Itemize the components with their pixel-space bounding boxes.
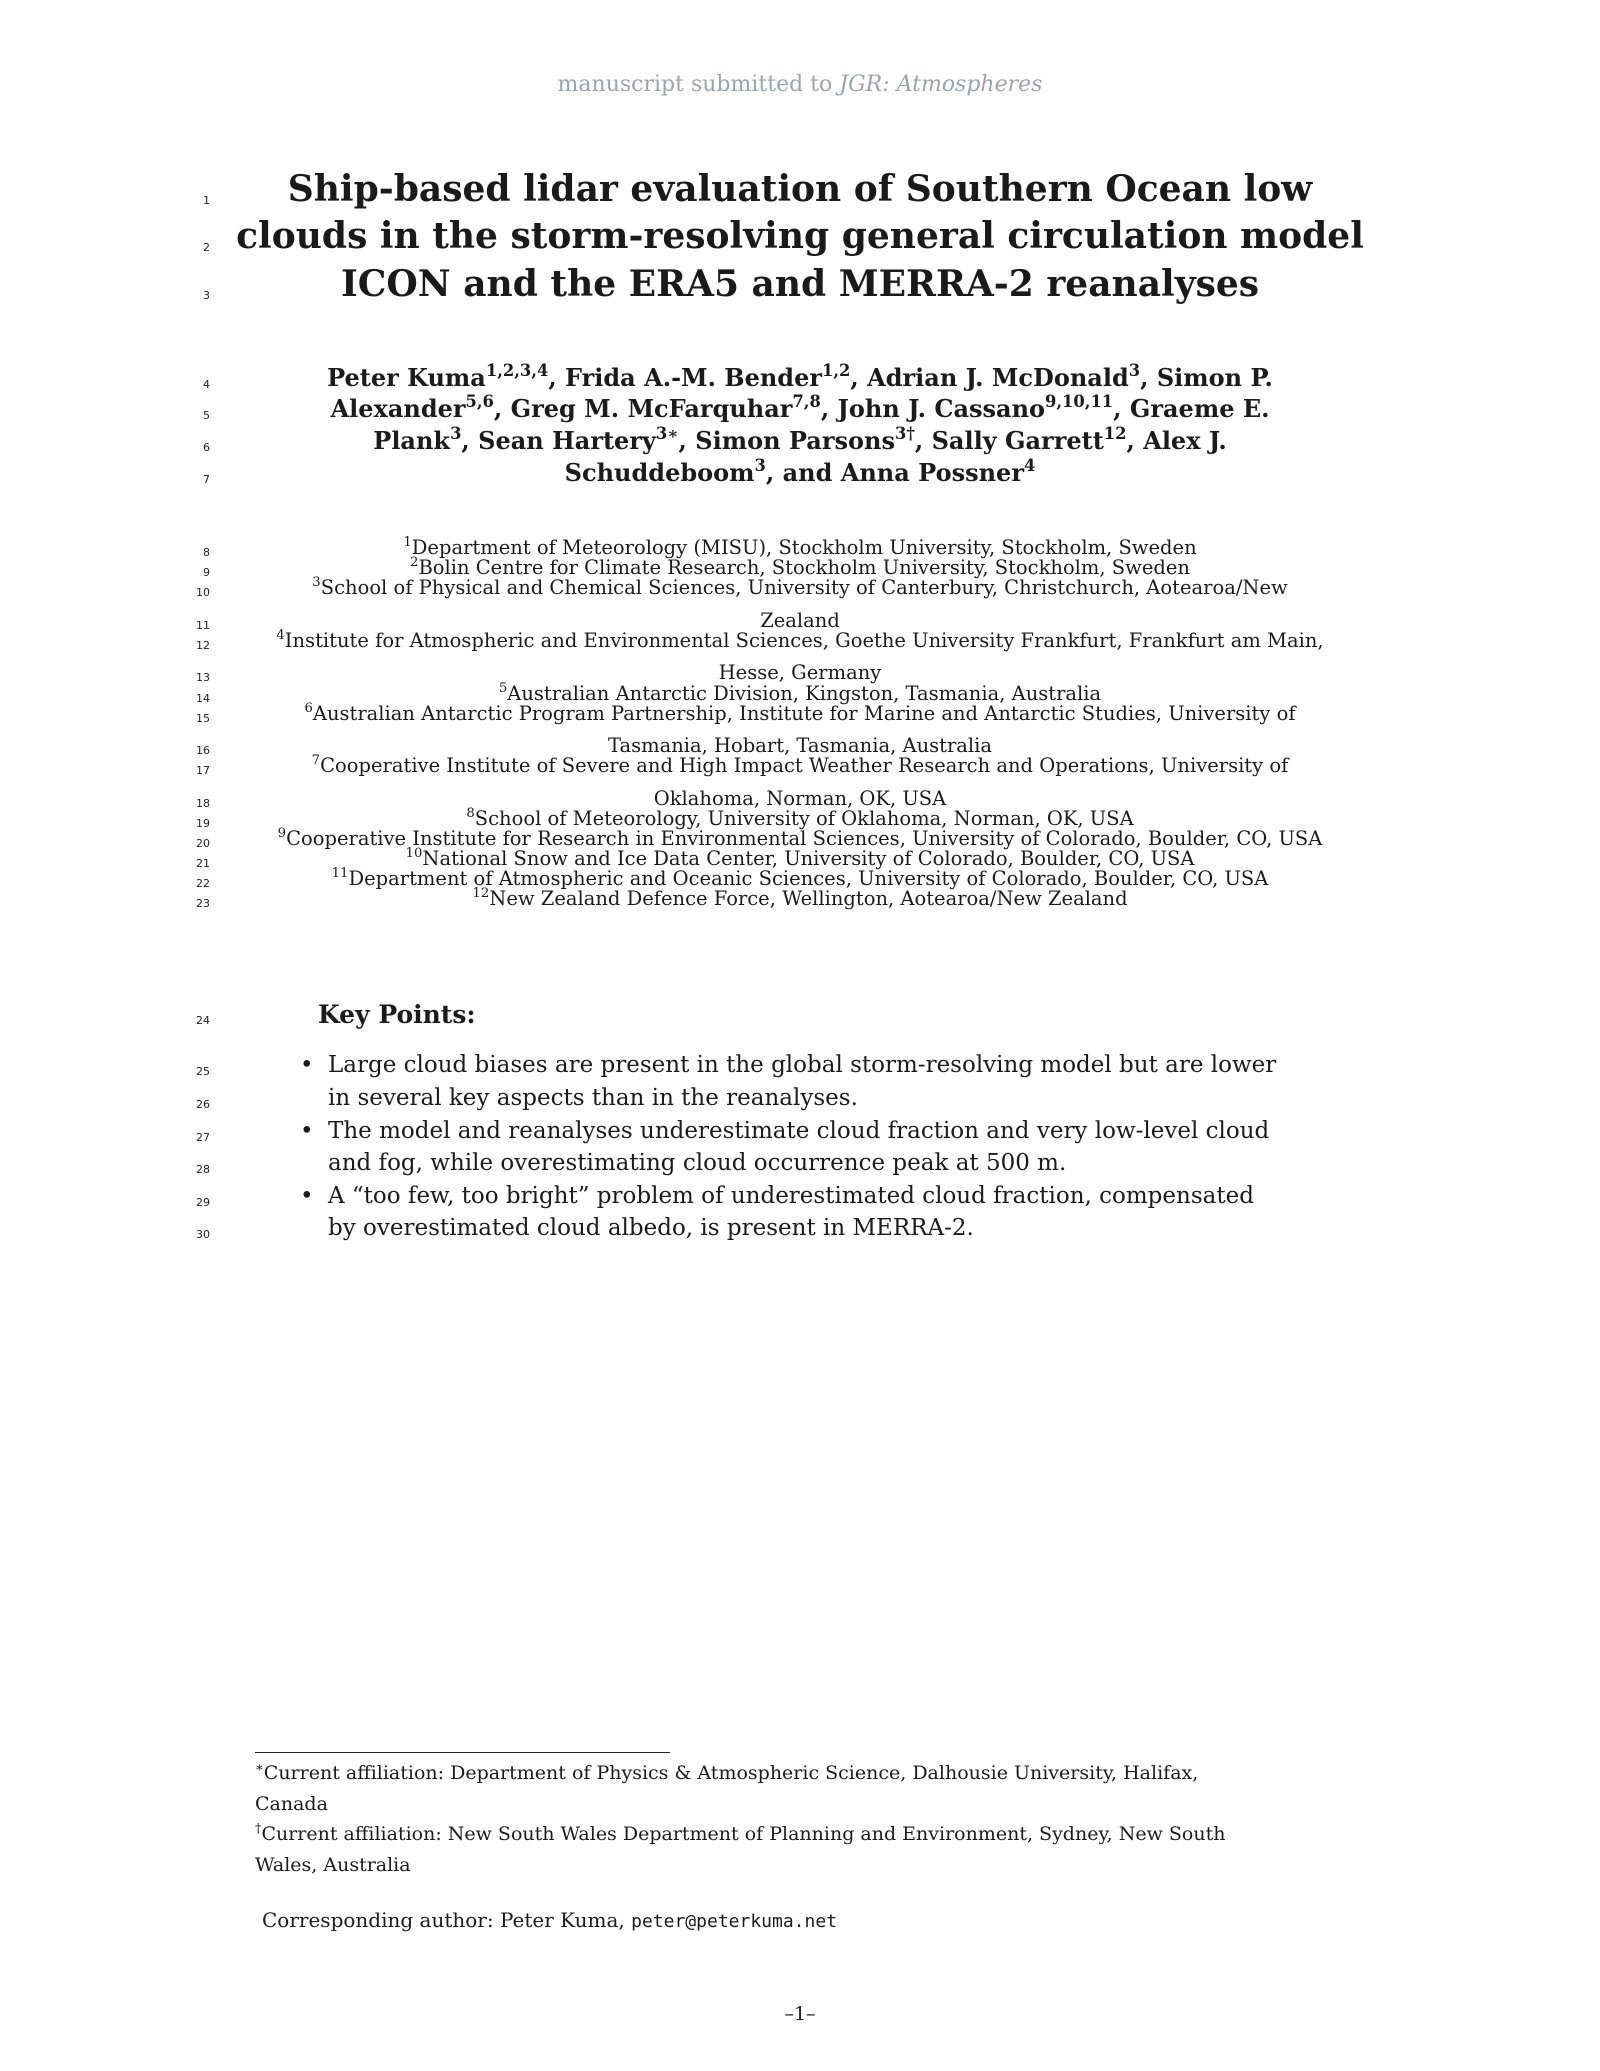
affiliation-line [0,576,1600,599]
affiliation-text: Australian Antarctic Division, Kingston, Tasmania, Australia [507,682,1102,705]
line-number: 13 [196,671,210,684]
footnote-text: Current affiliation: Department of Physics & Atmospheric Science, Dalhousie University, Halifax, [263,1762,1199,1784]
author-affil-sup: 3∗ [655,424,679,444]
author: Schuddeboom [564,458,755,487]
key-point-line: Large cloud biases are present in the global storm-resolving model but are lower [328,1052,1277,1078]
affiliation-sup: 5 [498,681,508,697]
author: , Simon Parsons [678,426,895,455]
author: Peter Kuma [327,363,486,392]
line-number: 23 [196,897,210,910]
line-number: 25 [196,1065,210,1078]
author-affil-sup: 3 [1128,361,1141,381]
line-number: 7 [203,473,210,486]
line-number: 14 [196,692,210,705]
line-number: 24 [196,1014,210,1027]
bullet-icon: • [300,1118,314,1144]
title-line: Ship-based lidar evaluation of Southern Ocean low [287,168,1313,210]
title-line: clouds in the storm-resolving general circulation model [236,215,1364,257]
line-number: 11 [196,619,210,632]
line-number: 15 [196,712,210,725]
author: , John J. Cassano [820,394,1046,423]
affiliation-sup: 10 [405,846,423,862]
key-point-line: The model and reanalyses underestimate cloud fraction and very low-level cloud [328,1118,1270,1144]
affiliation-text: Cooperative Institute of Severe and High Impact Weather Research and Operations, University of [320,754,1289,777]
line-number: 20 [196,837,210,850]
affiliation-text: Zealand [760,609,840,632]
author-affil-sup: 3 [450,424,462,444]
bullet-icon: • [300,1052,314,1078]
line-number: 18 [196,797,210,810]
author-affil-sup: 9,10,11 [1045,392,1114,412]
line-number: 5 [203,409,210,422]
affiliation-line [0,661,1600,684]
line-number: 21 [196,857,210,870]
author-line [0,458,1600,487]
key-point-line: and fog, while overestimating cloud occurrence peak at 500 m. [328,1150,1067,1176]
footnote-line [255,1823,1225,1845]
author: , Adrian J. McDonald [850,363,1129,392]
line-number: 1 [203,194,210,207]
affiliation-text: School of Physical and Chemical Sciences, University of Canterbury, Christchurch, Aotearoa/New [320,576,1288,599]
line-number: 22 [196,877,210,890]
line-number: 12 [196,639,210,652]
affiliation-text: Tasmania, Hobart, Tasmania, Australia [607,734,993,757]
affiliation-line [0,754,1600,777]
line-number: 8 [203,546,210,559]
line-number: 6 [203,441,210,454]
author-affil-sup: 1,2 [822,361,851,381]
affiliation-sup: 4 [276,628,285,644]
affiliation-text: National Snow and Ice Data Center, University of Colorado, Boulder, CO, USA [422,847,1195,870]
line-number: 27 [196,1131,210,1144]
title-line: ICON and the ERA5 and MERRA-2 reanalyses [340,263,1260,305]
footnote-rule [255,1752,670,1753]
line-number: 28 [196,1163,210,1176]
footnote-line: Wales, Australia [255,1854,411,1876]
line-number: 30 [196,1228,210,1241]
line-number: 10 [196,586,210,599]
author: , Greg M. McFarquhar [493,394,793,423]
affiliation-text: Bolin Centre for Climate Research, Stockholm University, Stockholm, Sweden [418,556,1190,579]
line-number: 4 [203,378,210,391]
running-header [0,72,1600,97]
line-number: 29 [196,1196,210,1209]
author-affil-sup: 12 [1103,424,1127,444]
author: , Sean Hartery [461,426,656,455]
author-line [0,426,1600,455]
line-number: 16 [196,744,210,757]
line-number: 26 [196,1098,210,1111]
author-affil-sup: 7,8 [792,392,821,412]
affiliation-text: Institute for Atmospheric and Environmental Sciences, Goethe University Frankfurt, Frankfurt am Main, [284,629,1324,652]
affiliation-text: Australian Antarctic Program Partnership, Institute for Marine and Antarctic Studies, University of [312,702,1296,725]
author: , and Anna Possner [765,458,1024,487]
affiliation-sup: 3 [312,575,321,591]
author: , Simon P. [1140,363,1273,392]
corresponding-label: Corresponding author: Peter Kuma, [262,1908,625,1932]
author: Alexander [330,394,466,423]
author: , Graeme E. [1113,394,1270,423]
corresponding-author [262,1908,837,1932]
author: Plank [373,426,451,455]
corresponding-email[interactable]: peter@peterkuma.net [631,1911,838,1932]
affiliation-sup: 12 [472,886,490,902]
header-prefix: manuscript submitted to [557,72,833,97]
author-line [0,394,1600,423]
affiliation-text: New Zealand Defence Force, Wellington, Aotearoa/New Zealand [489,887,1128,910]
affiliation-text: Cooperative Institute for Research in Environmental Sciences, University of Colorado, Boulder, CO, USA [286,827,1323,850]
line-number: 17 [196,764,210,777]
affiliation-sup: 9 [277,826,287,842]
author-affil-sup: 3† [894,424,915,444]
key-points-heading: Key Points: [318,1000,476,1029]
affiliation-sup: 7 [311,753,321,769]
author-line [0,363,1600,392]
author-affil-sup: 1,2,3,4 [485,361,549,381]
line-number: 3 [203,289,210,302]
affiliation-line [0,702,1600,725]
footnote-line: Canada [255,1793,328,1815]
key-point-line: A “too few, too bright” problem of underestimated cloud fraction, compensated [328,1183,1254,1209]
author-affil-sup: 5,6 [465,392,494,412]
author-affil-sup: 4 [1023,456,1036,476]
footnote-mark: † [255,1821,262,1837]
author: , Sally Garrett [914,426,1104,455]
footnote-line [255,1762,1198,1784]
key-point-line: by overestimated cloud albedo, is present in MERRA-2. [328,1215,974,1241]
affiliation-text: Hesse, Germany [718,661,882,684]
line-number: 9 [203,566,210,579]
affiliation-text: Department of Atmospheric and Oceanic Sciences, University of Colorado, Boulder, CO, USA [348,867,1269,890]
page-number: –1– [784,2003,816,2025]
header-journal: JGR: Atmospheres [839,72,1043,97]
affiliation-sup: 11 [331,866,349,882]
affiliation-sup: 1 [403,535,412,551]
affiliation-text: Oklahoma, Norman, OK, USA [653,787,947,810]
affiliation-line [0,887,1600,910]
affiliation-sup: 8 [466,806,475,822]
author: , Frida A.-M. Bender [548,363,823,392]
affiliation-line [0,629,1600,652]
affiliation-text: Department of Meteorology (MISU), Stockholm University, Stockholm, Sweden [411,536,1197,559]
bullet-icon: • [300,1183,314,1209]
line-number: 2 [203,241,210,254]
affiliation-text: School of Meteorology, University of Oklahoma, Norman, OK, USA [474,807,1134,830]
affiliation-sup: 2 [410,555,419,571]
author-affil-sup: 3 [754,456,766,476]
footnote-mark: ∗ [255,1760,264,1776]
key-point-line: in several key aspects than in the reanalyses. [328,1085,858,1111]
line-number: 19 [196,817,210,830]
author: , Alex J. [1126,426,1227,455]
affiliation-sup: 6 [304,701,313,717]
footnote-text: Current affiliation: New South Wales Department of Planning and Environment, Sydney, New South [261,1823,1226,1845]
